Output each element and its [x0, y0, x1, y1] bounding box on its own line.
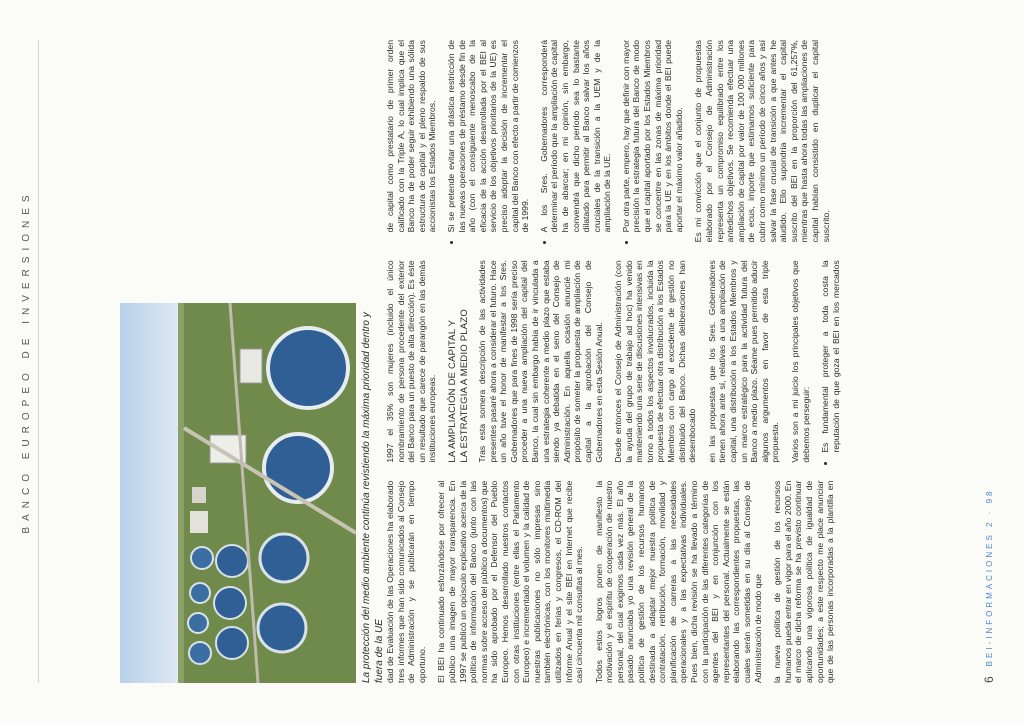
tank — [191, 547, 213, 569]
building — [192, 487, 206, 503]
page-number: 6 — [982, 676, 996, 683]
paragraph: Varios son a mi juicio los principales objetivos que debemos perseguir: — [790, 260, 811, 463]
section-heading — [447, 260, 471, 462]
building — [240, 349, 262, 383]
page-header — [14, 40, 39, 683]
photo-caption: La protección del medio ambiente continúa revistiendo la máxima prioridad dentro y fuera de la UE — [361, 312, 385, 683]
photo-illustration — [120, 303, 356, 683]
list-item: • A los Sres. Gobernadores corresponderá determinar el período que la ampliación de capital ha de abarcar; en mi opinión, sin embargo, convendrá que dicho período sea lo bastante dilatado para permitir al Banco salvar los años cruciales de la transición a la UEM y de la ampliación de la UE. — [539, 40, 613, 232]
header-title: BANCO EUROPEO DE INVERSIONES — [20, 189, 32, 534]
tank — [258, 604, 306, 652]
list-item: • Es fundamental proteger a toda costa la reputación de que goza el BEI en los mercados de capital como prestatario de primer orden calificado con la Triple A, lo cual implica que el Banco ha de poder seguir exhibiendo una sólida estructura de capital y el pleno respaldo de sus accionistas los Estados Miembros. — [385, 40, 841, 453]
paragraph: Tras esta somera descripción de las actividades presentes pasaré ahora a considerar el futuro. Hace un año tuve el honor de manifestar a los Sres. Gobernadores que para fines de 1998 sería preciso proceder a una nueva ampliación del capital del Banco, la cual sin embargo había de ir vinculada a una estrategia coherente a medio plazo que estaba siendo ya debatida en el seno del Consejo de Administración. En aquella ocasión anuncié mi propósito de someter la propuesta de ampliación de capital a la aprobación del Consejo de Gobernadores en esta Sesión Anual. — [476, 260, 604, 463]
section-heading-line: LA AMPLIACIÓN DE CAPITAL Y — [446, 319, 458, 463]
tank — [214, 587, 246, 619]
paragraph: Desde entonces el Consejo de Administración (con la ayuda del grupo de trabajo ad hoc) ha venido manteniendo una serie de discusiones intensivas en torno a todos los aspectos involucrados, incluida la propuesta de efectuar otra distribución a los Estados Miembros con cargo al excedente de gestión no distribuido del Banco. Dichas deliberaciones han desembocado — [613, 260, 698, 463]
list-item: • Por otra parte, empero, hay que definir con mayor precisión la estrategia futura del Banco de modo que el capital aportado por los Estados Miembros se concentre en las zonas de máxima prioridad para la UE y en los ámbitos donde el BEI puede aportar el máximo valor añadido. — [621, 40, 685, 232]
publication-name: BEI-INFORMACIONES 2 · 98 — [984, 488, 994, 667]
tank — [268, 328, 348, 408]
paragraph: dad de Evaluación de las Operaciones ha elaborado tres informes que han sido comunicados al Consejo de Administración y se publicarán en tiempo oportuno. — [385, 480, 427, 683]
tank — [188, 613, 208, 633]
tank — [264, 434, 332, 502]
section-heading-line: LA ESTRATEGIA A MEDIO PLAZO — [458, 309, 470, 463]
paragraph: Todos estos logros ponen de manifiesto la motivación y el espíritu de cooperación de nuestro personal, del cual exigimos cada vez más. El año pasado anunciaba yo una revisión general de la política de gestión de los recursos humanos destinada a adaptar mejor nuestra política de contratación, retribución, formación, movilidad y planificación de carreras a las necesidades operacionales y a las expectativas individuales. Pues bien, dicha revisión se ha llevado a término con la participación de las diferentes categorías de agentes del BEI y en conjunción con los representantes del personal. Actualmente se están elaborando las correspondientes propuestas, las cuales serán sometidas en su día al Consejo de Administración de modo que — [593, 480, 763, 683]
sky — [120, 303, 180, 683]
paragraph: en las propuestas que los Sres. Gobernadores tienen ahora ante sí, relativas a una ampliación de capital, una distribución a los Estados Miembros y un marco estratégico para la actividad futura del Banco a medio plazo. Séame pues permitido aducir algunos argumentos en favor de esta triple propuesta. — [706, 260, 781, 463]
paragraph: la nueva política de gestión de los recursos humanos pueda entrar en vigor para el año 2000. En el marco de dicha reforma se ha previsto continuar aplicando una vigorosa política de igualdad de oportunidades; a este respecto me place anunciar que de las personas incorporadas a la plantilla en 1997 el 35% son mujeres (incluido el único nombramiento de persona procedente del exterior del Banco para un puesto de alta dirección). Es éste un resultado que carece de parangón en las demás instituciones europeas. — [385, 260, 836, 683]
paragraph: El BEI ha continuado esforzándose por ofrecer al público una imagen de mayor transparencia. En 1997 se publicó un opúsculo explicativo acerca de la política de información del Banco (junto con las normas sobre acceso del público a documentos) que ha sido aprobado por el Defensor del Pueblo Europeo. Hemos desarrollado nuestros contactos con otras instituciones (entre ellas el Parlamento Europeo) e incrementado el volumen y la calidad de nuestras publicaciones no sólo impresas sino también electrónicas, con los monitores multimedia utilizados en ferias y congresos, el CD-ROM del Informe Anual y el site BEI en Internet que recibe casi cincuenta mil consultas al mes. — [436, 480, 585, 683]
tank — [216, 545, 248, 577]
paragraph: Es mi convicción que el conjunto de propuestas elaborado por el Consejo de Administración representa un compromiso equilibrado entre los antedichos objetivos. Se recomienda efectuar una ampliación de capital por valor de 100 000 millones de ecus, importe que estimamos suficiente para cubrir como mínimo un período de cinco años y así salvar la fase crucial de transición a que antes he aludido. Ello supondría incrementar el capital suscrito del BEI en la proporción del 61,257%, mientras que hasta ahora todas las ampliaciones de capital habían consistido en duplicar el capital suscrito. — [693, 40, 831, 243]
list-item: • Si se pretende evitar una drástica restricción de las nuevas operaciones de préstamo desde fin de año (con el consiguiente menoscabo de la eficacia de la acción desarrollada por el BEI al servicio de los objetivos prioritarios de la UE) es preciso adoptar la decisión de incrementar el capital del Banco con efecto a partir de comienzos de 1999. — [446, 40, 531, 232]
tank — [189, 642, 211, 664]
article-body — [385, 40, 964, 683]
page-footer — [982, 489, 996, 683]
tank — [190, 583, 210, 603]
building — [190, 511, 208, 533]
tank — [216, 627, 248, 659]
tank — [260, 534, 308, 582]
photo-water-treatment-plant — [120, 303, 356, 683]
